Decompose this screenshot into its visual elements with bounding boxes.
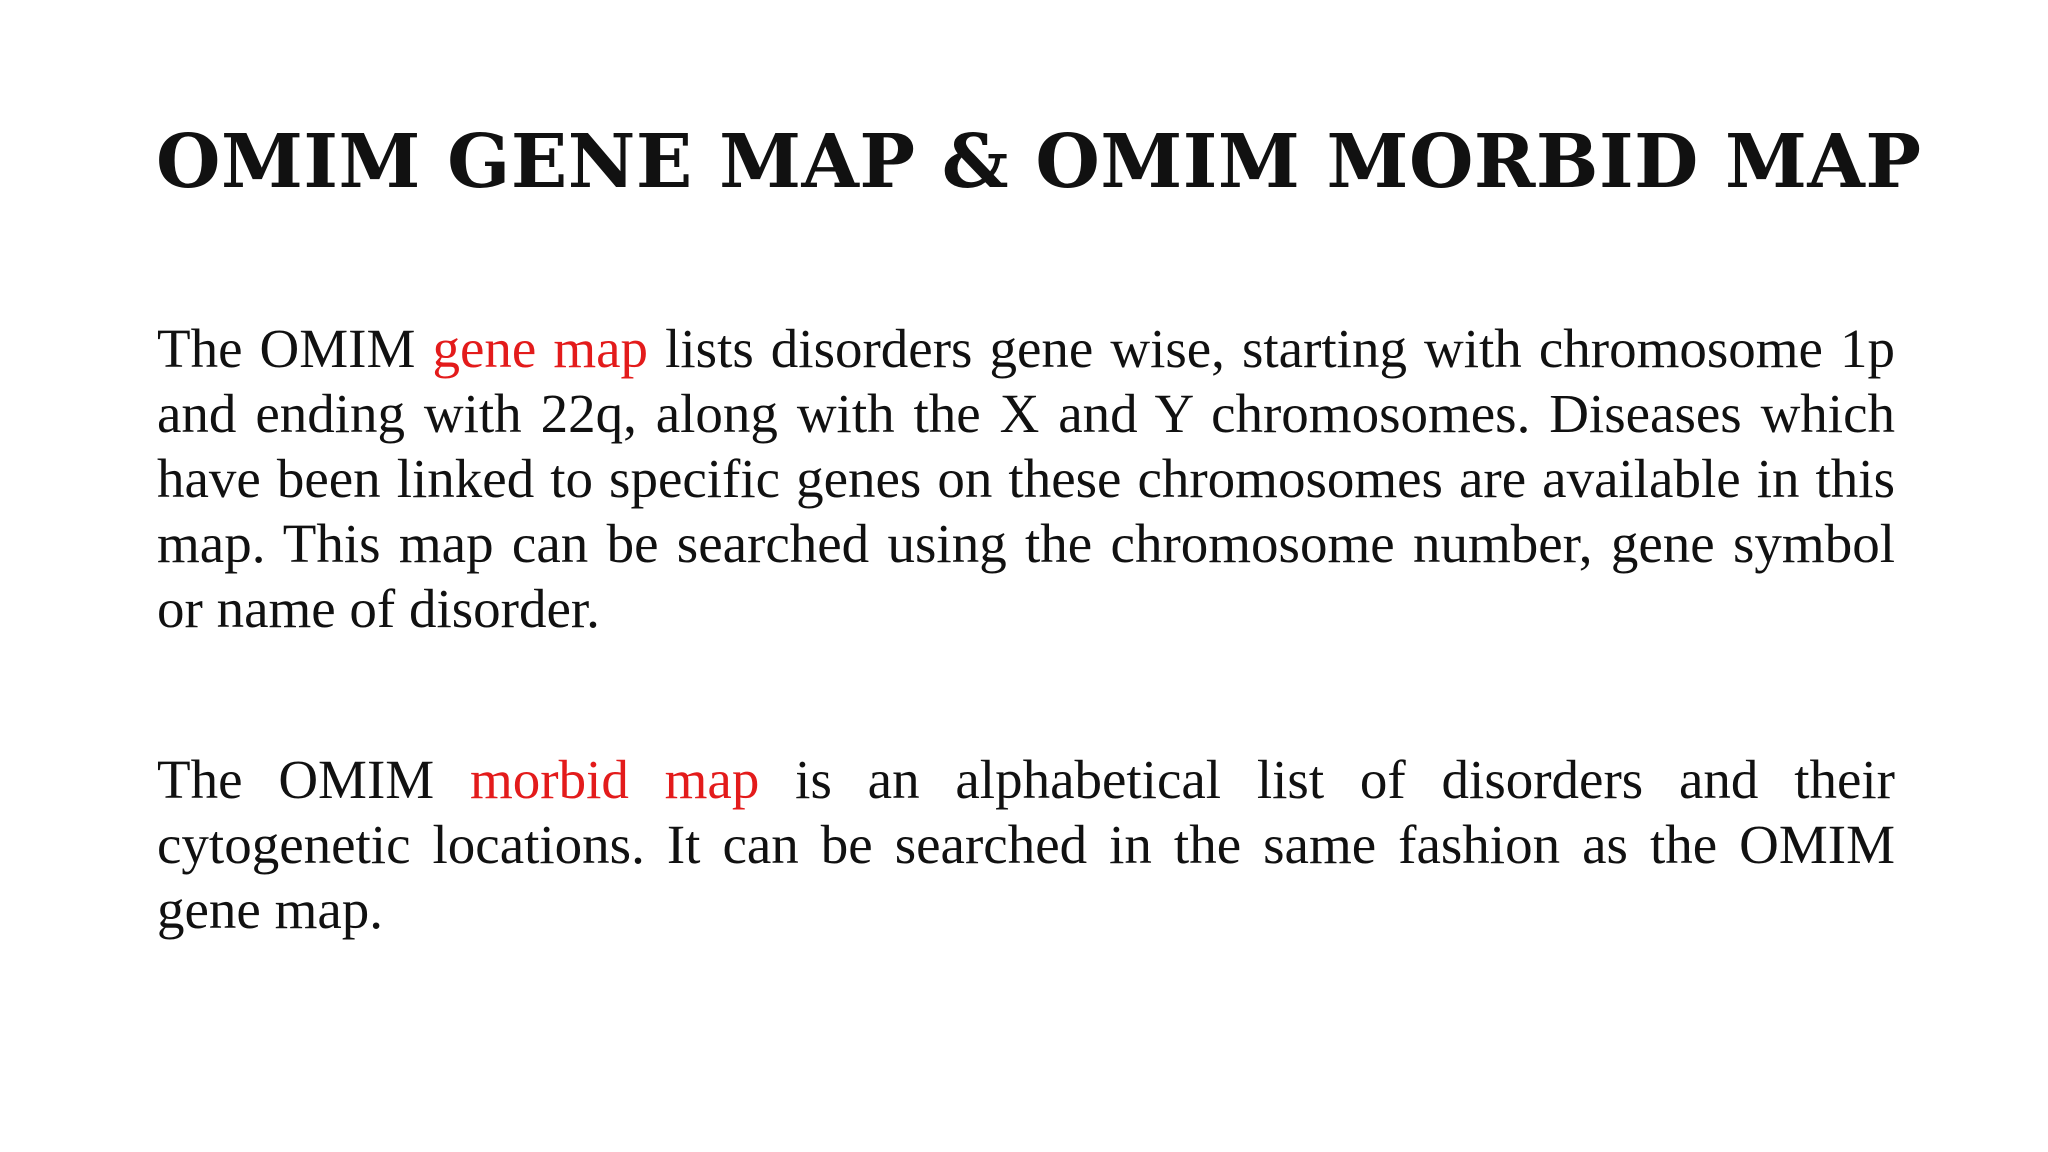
- paragraph-lead: The OMIM: [157, 749, 470, 810]
- paragraph-lead: The OMIM: [157, 318, 433, 379]
- gene-map-paragraph: [157, 316, 1895, 641]
- gene-map-term: gene map: [432, 318, 649, 379]
- paragraph-body: is an alphabetical list of disorders and their cytogenetic locations. It can be searched in the same fashion as the OMIM gene map.: [157, 749, 1895, 940]
- paragraph-body: lists disorders gene wise, starting with chromosome 1p and ending with 22q, along with the X and Y chromosomes. Diseases which have been linked to specific genes on these chromosomes are available in this map. This map can be searched using the chromosome number, gene symbol or name of disorder.: [157, 318, 1896, 639]
- slide-title: OMIM GENE MAP & OMIM MORBID MAP: [156, 119, 1922, 205]
- morbid-map-paragraph: [157, 747, 1895, 942]
- morbid-map-term: morbid map: [469, 749, 760, 810]
